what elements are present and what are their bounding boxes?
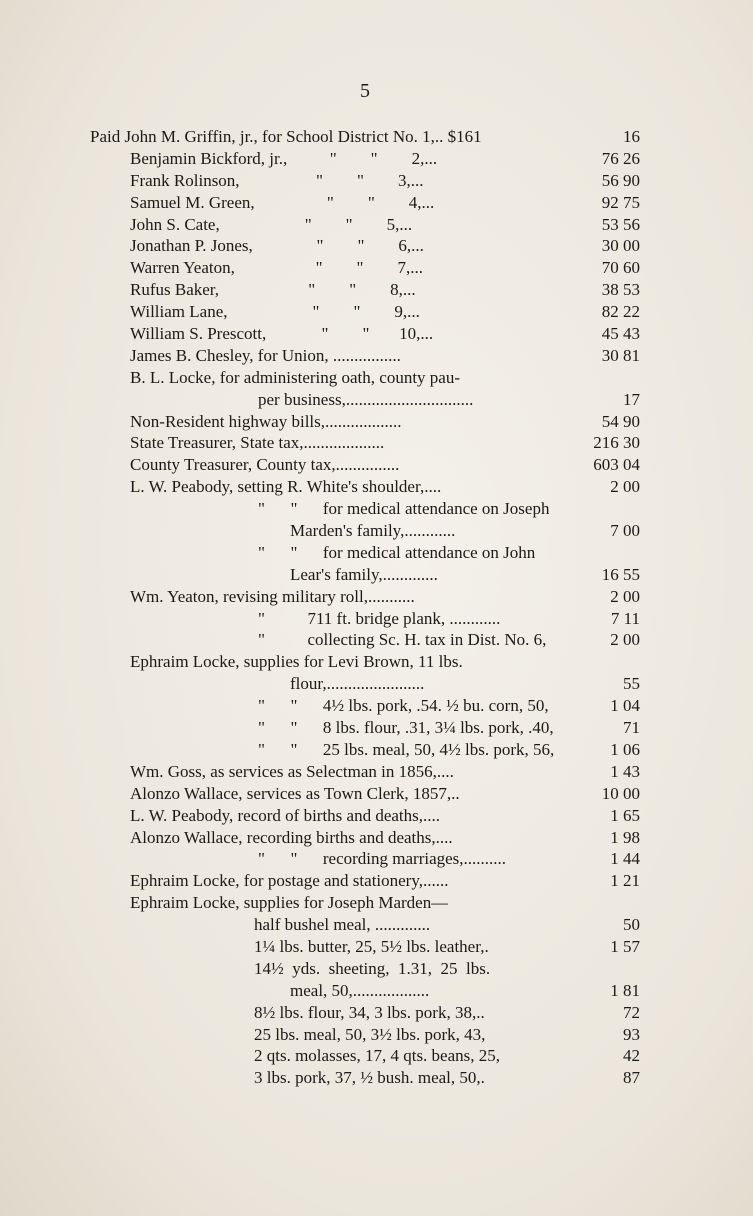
ledger-row-description: Alonzo Wallace, recording births and deaths,.... <box>130 827 453 847</box>
ledger-row-amount: 16 <box>623 127 640 146</box>
ledger-row <box>90 1067 650 1089</box>
ledger-row <box>90 936 650 958</box>
ledger-row <box>90 520 650 542</box>
ledger-row-amount: 1 06 <box>610 739 640 759</box>
ledger-row-description: Ephraim Locke, supplies for Levi Brown, 11 lbs. <box>130 652 463 672</box>
ledger-row-amount: 1 43 <box>610 761 640 781</box>
ledger-row-amount: 30 00 <box>601 236 640 256</box>
ledger-row <box>90 411 650 433</box>
ledger-row-amount: 7 11 <box>610 608 640 628</box>
ledger-row <box>90 783 650 805</box>
ledger-row-amount: 216 30 <box>593 433 640 453</box>
ledger-row-description: L. W. Peabody, record of births and deaths,.... <box>130 805 441 825</box>
ledger-row-description: Wm. Goss, as services as Selectman in 1856,.... <box>130 761 454 781</box>
ledger-row <box>90 761 650 783</box>
ledger-row <box>90 170 650 192</box>
ledger-row <box>90 914 650 936</box>
page-number: 5 <box>360 80 370 102</box>
ledger-row <box>90 192 650 214</box>
ledger-row-amount: 1 04 <box>610 696 640 716</box>
ledger-row-description: Paid John M. Griffin, jr., for School District No. 1,.. $161 <box>90 127 482 146</box>
ledger-row <box>90 345 650 367</box>
ledger-row <box>90 739 650 761</box>
ledger-row-description: James B. Chesley, for Union, ................ <box>130 345 401 365</box>
ledger-row-amount: 38 53 <box>601 280 640 300</box>
ledger-row-description: Non-Resident highway bills,.................. <box>130 411 402 431</box>
ledger-row-description: half bushel meal, ............. <box>254 915 431 935</box>
ledger-row <box>90 629 650 651</box>
ledger-row-description: meal, 50,.................. <box>290 980 430 1000</box>
ledger-row-description: County Treasurer, County tax,............... <box>130 455 400 475</box>
ledger-row <box>90 870 650 892</box>
ledger-row <box>90 542 650 564</box>
ledger-row <box>90 695 650 717</box>
ledger-row-description: L. W. Peabody, setting R. White's shoulder,.... <box>130 477 442 497</box>
ledger-row-amount: 76 26 <box>601 148 640 168</box>
ledger-row-amount: 82 22 <box>601 302 640 322</box>
ledger-row-amount: 72 <box>623 1002 640 1022</box>
ledger-row-description: Alonzo Wallace, services as Town Clerk, 1857,.. <box>130 783 460 803</box>
ledger-row <box>90 673 650 695</box>
ledger-row-description: John S. Cate, " " 5,... <box>130 214 413 234</box>
ledger-row-amount: 54 90 <box>601 411 640 431</box>
ledger-row <box>90 608 650 630</box>
ledger-row-amount: 16 55 <box>601 564 640 584</box>
ledger-row-amount: 70 60 <box>601 258 640 278</box>
ledger-row-amount: 45 43 <box>601 324 640 344</box>
ledger-row-amount: 2 00 <box>610 586 640 606</box>
ledger-row <box>90 301 650 323</box>
ledger-row <box>90 498 650 520</box>
ledger-row-description: " " for medical attendance on John <box>258 542 536 562</box>
ledger-row <box>90 892 650 914</box>
ledger-row-amount: 50 <box>623 915 640 935</box>
ledger-row <box>90 848 650 870</box>
ledger-row-amount: 1 44 <box>610 849 640 869</box>
ledger-row-description: Ephraim Locke, for postage and stationery,...... <box>130 871 449 891</box>
ledger-row-description: Frank Rolinson, " " 3,... <box>130 170 424 190</box>
ledger-row <box>90 235 650 257</box>
ledger-row-description: " " 25 lbs. meal, 50, 4½ lbs. pork, 56, <box>258 739 555 759</box>
ledger-row-description: 3 lbs. pork, 37, ½ bush. meal, 50,. <box>254 1068 485 1088</box>
ledger-row-description: 14½ yds. sheeting, 1.31, 25 lbs. <box>254 958 491 978</box>
ledger-row <box>90 564 650 586</box>
ledger-row-description: Benjamin Bickford, jr., " " 2,... <box>130 148 438 168</box>
ledger-row-amount: 92 75 <box>601 192 640 212</box>
ledger-row-description: William S. Prescott, " " 10,... <box>130 324 434 344</box>
ledger-row-description: Rufus Baker, " " 8,... <box>130 280 416 300</box>
ledger-row <box>90 805 650 827</box>
ledger-row <box>90 1024 650 1046</box>
ledger-row <box>90 586 650 608</box>
ledger-row-amount: 2 00 <box>610 630 640 650</box>
ledger-row <box>90 257 650 279</box>
ledger-list <box>90 126 650 1089</box>
ledger-row <box>90 1045 650 1067</box>
ledger-row-amount: 55 <box>623 674 640 694</box>
ledger-row-description: Wm. Yeaton, revising military roll,........... <box>130 586 415 606</box>
ledger-row <box>90 389 650 411</box>
ledger-row-description: " collecting Sc. H. tax in Dist. No. 6, <box>258 630 547 650</box>
ledger-row-amount: 17 <box>623 389 640 409</box>
ledger-row-description: " " 4½ lbs. pork, .54. ½ bu. corn, 50, <box>258 696 549 716</box>
ledger-row-amount: 1 21 <box>610 871 640 891</box>
ledger-row <box>90 958 650 980</box>
ledger-row-description: B. L. Locke, for administering oath, county pau- <box>130 367 460 387</box>
ledger-row-description: Jonathan P. Jones, " " 6,... <box>130 236 424 256</box>
ledger-row <box>90 476 650 498</box>
ledger-row <box>90 980 650 1002</box>
ledger-row <box>90 1002 650 1024</box>
ledger-row-amount: 1 65 <box>610 805 640 825</box>
ledger-row-description: " " recording marriages,.......... <box>258 849 507 869</box>
ledger-row-description: 1¼ lbs. butter, 25, 5½ lbs. leather,. <box>254 936 489 956</box>
ledger-row <box>90 432 650 454</box>
ledger-row-amount: 1 81 <box>610 980 640 1000</box>
ledger-row-description: 2 qts. molasses, 17, 4 qts. beans, 25, <box>254 1046 501 1066</box>
ledger-row <box>90 214 650 236</box>
ledger-row-amount: 1 57 <box>610 936 640 956</box>
ledger-row-description: " " 8 lbs. flour, .31, 3¼ lbs. pork, .40, <box>258 718 554 738</box>
ledger-row-amount: 87 <box>623 1068 640 1088</box>
ledger-row-amount: 53 56 <box>601 214 640 234</box>
ledger-row-amount: 7 00 <box>610 521 640 541</box>
ledger-row-amount: 93 <box>623 1024 640 1044</box>
ledger-row-description: 8½ lbs. flour, 34, 3 lbs. pork, 38,.. <box>254 1002 485 1022</box>
ledger-row-description: " " for medical attendance on Joseph <box>258 499 550 519</box>
ledger-row-amount: 30 81 <box>601 345 640 365</box>
ledger-row-description: 25 lbs. meal, 50, 3½ lbs. pork, 43, <box>254 1024 486 1044</box>
ledger-row-description: " 711 ft. bridge plank, ............ <box>258 608 501 628</box>
ledger-row-amount: 71 <box>623 718 640 738</box>
ledger-row-description: Lear's family,............. <box>290 564 438 584</box>
ledger-row <box>90 323 650 345</box>
ledger-row-description: Samuel M. Green, " " 4,... <box>130 192 435 212</box>
ledger-row-amount: 1 98 <box>610 827 640 847</box>
ledger-row <box>90 827 650 849</box>
ledger-row-amount: 603 04 <box>593 455 640 475</box>
ledger-row <box>90 651 650 673</box>
ledger-row-description: Warren Yeaton, " " 7,... <box>130 258 423 278</box>
ledger-row <box>90 454 650 476</box>
ledger-row-description: Ephraim Locke, supplies for Joseph Marden— <box>130 893 449 913</box>
ledger-row-description: per business,.............................. <box>258 389 474 409</box>
ledger-row-amount: 56 90 <box>601 170 640 190</box>
ledger-row <box>90 126 650 148</box>
ledger-row-description: William Lane, " " 9,... <box>130 302 420 322</box>
ledger-row <box>90 717 650 739</box>
ledger-row-description: flour,....................... <box>290 674 425 694</box>
ledger-row-description: Marden's family,............ <box>290 521 456 541</box>
ledger-row <box>90 148 650 170</box>
ledger-row <box>90 279 650 301</box>
ledger-row-amount: 42 <box>623 1046 640 1066</box>
ledger-row-amount: 10 00 <box>601 783 640 803</box>
ledger-row <box>90 367 650 389</box>
ledger-row-description: State Treasurer, State tax,................... <box>130 433 385 453</box>
ledger-row-amount: 2 00 <box>610 477 640 497</box>
